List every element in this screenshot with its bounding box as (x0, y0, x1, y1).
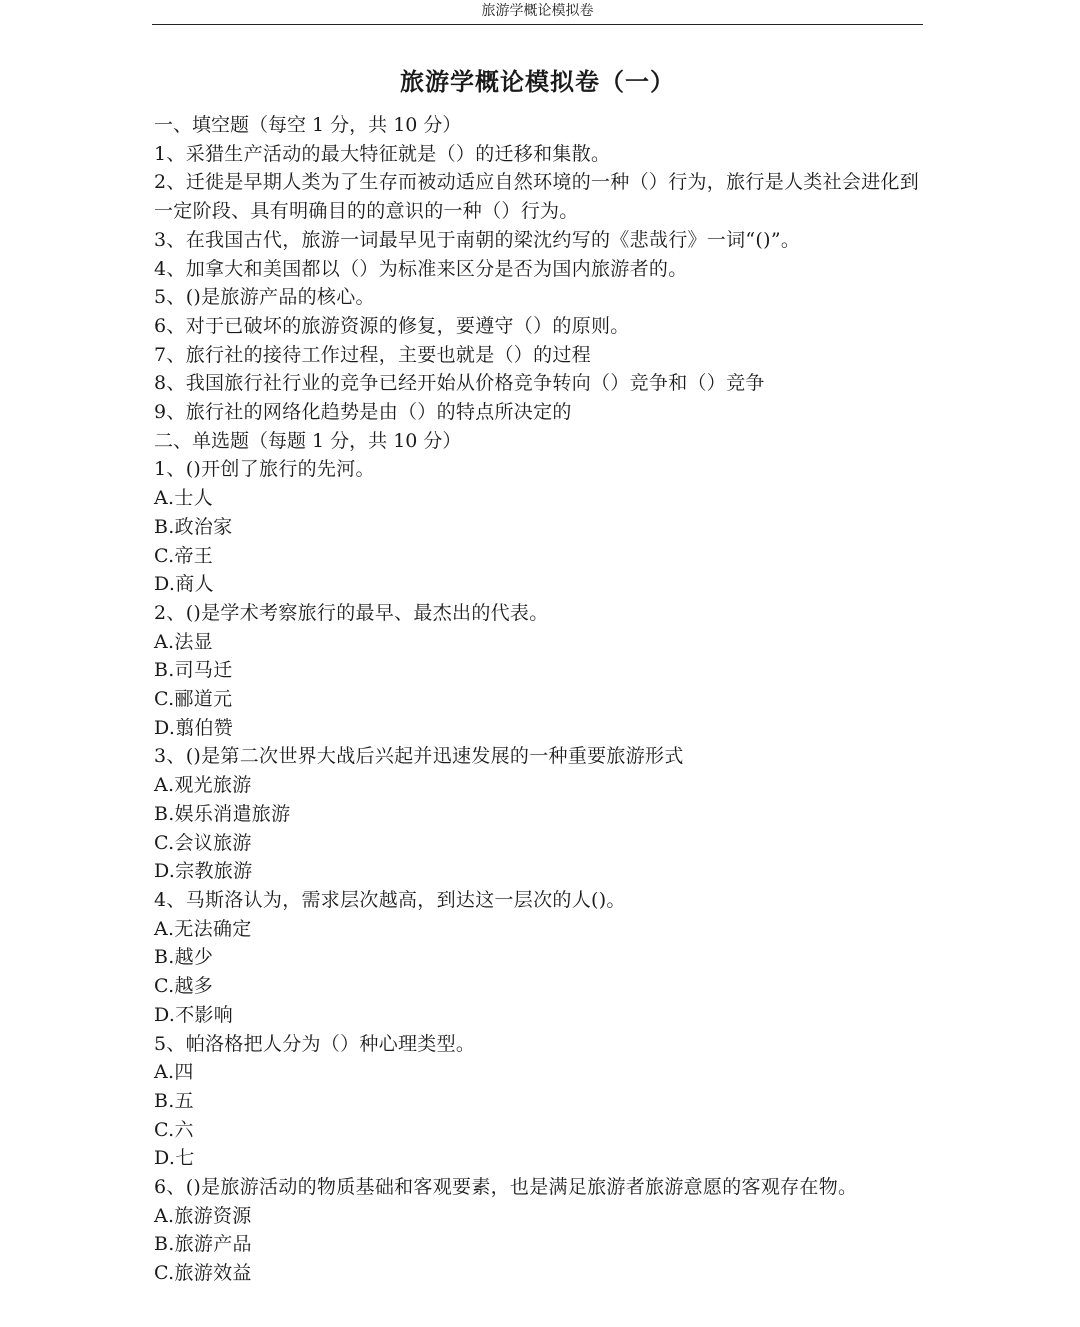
choice-question-3-option-d: D.宗教旅游 (154, 860, 253, 883)
choice-question-2-option-d: D.翦伯赞 (154, 716, 234, 739)
choice-question-5-option-b: B.五 (154, 1089, 194, 1112)
fill-in-question-8: 8、我国旅行社行业的竞争已经开始从价格竞争转向（）竞争和（）竞争 (154, 372, 765, 395)
choice-question-2-option-b: B.司马迁 (154, 659, 233, 682)
choice-question-5-option-a: A.四 (154, 1061, 194, 1084)
fill-in-question-1: 1、采猎生产活动的最大特征就是（）的迁移和集散。 (154, 142, 611, 165)
choice-question-6-option-c: C.旅游效益 (154, 1262, 252, 1285)
section-heading-fill-in: 一、填空题（每空 1 分，共 10 分） (154, 114, 462, 136)
choice-question-3-option-a: A.观光旅游 (154, 774, 252, 797)
choice-question-4-option-c: C.越多 (154, 975, 214, 998)
choice-question-1-option-d: D.商人 (154, 573, 214, 596)
choice-question-4-option-b: B.越少 (154, 946, 214, 969)
choice-question-1-option-a: A.士人 (154, 487, 213, 510)
choice-question-6-stem: 6、()是旅游活动的物质基础和客观要素，也是满足旅游者旅游意愿的客观存在物。 (154, 1176, 858, 1199)
choice-question-2-option-c: C.郦道元 (154, 688, 233, 711)
choice-question-6-option-b: B.旅游产品 (154, 1233, 252, 1256)
choice-question-3-option-b: B.娱乐消遣旅游 (154, 802, 291, 825)
choice-question-1-stem: 1、()开创了旅行的先河。 (154, 458, 375, 481)
choice-question-3-stem: 3、()是第二次世界大战后兴起并迅速发展的一种重要旅游形式 (154, 745, 684, 768)
running-header-title: 旅游学概论模拟卷 (481, 3, 594, 19)
choice-question-1-option-c: C.帝王 (154, 544, 214, 567)
choice-question-3-option-c: C.会议旅游 (154, 831, 252, 854)
choice-question-1-option-b: B.政治家 (154, 515, 233, 538)
fill-in-question-4: 4、加拿大和美国都以（）为标准来区分是否为国内旅游者的。 (154, 257, 688, 280)
fill-in-question-9: 9、旅行社的网络化趋势是由（）的特点所决定的 (154, 401, 572, 424)
choice-question-5-option-c: C.六 (154, 1118, 194, 1141)
choice-question-5-stem: 5、帕洛格把人分为（）种心理类型。 (154, 1032, 476, 1055)
choice-question-2-stem: 2、()是学术考察旅行的最早、最杰出的代表。 (154, 601, 549, 624)
fill-in-question-3: 3、在我国古代，旅游一词最早见于南朝的梁沈约写的《悲哉行》一词“()”。 (154, 228, 801, 251)
document-title: 旅游学概论模拟卷（一） (400, 67, 675, 96)
choice-question-4-option-d: D.不影响 (154, 1003, 234, 1026)
fill-in-question-2: 2、迁徙是早期人类为了生存而被动适应自然环境的一种（）行为，旅行是人类社会进化到一定阶段、具有明确目的的意识的一种（）行为。 (154, 171, 920, 223)
fill-in-question-6: 6、对于已破坏的旅游资源的修复，要遵守（）的原则。 (154, 314, 630, 337)
choice-question-4-stem: 4、马斯洛认为，需求层次越高，到达这一层次的人()。 (154, 888, 626, 911)
exam-body (154, 111, 924, 1288)
section-heading-single-choice: 二、单选题（每题 1 分，共 10 分） (154, 429, 462, 452)
choice-question-6-option-a: A.旅游资源 (154, 1204, 252, 1227)
choice-question-5-option-d: D.七 (154, 1147, 195, 1170)
fill-in-question-5: 5、()是旅游产品的核心。 (154, 286, 375, 309)
choice-question-4-option-a: A.无法确定 (154, 917, 252, 940)
fill-in-question-7: 7、旅行社的接待工作过程，主要也就是（）的过程 (154, 343, 591, 366)
choice-question-2-option-a: A.法显 (154, 630, 213, 653)
running-header (152, 0, 923, 25)
